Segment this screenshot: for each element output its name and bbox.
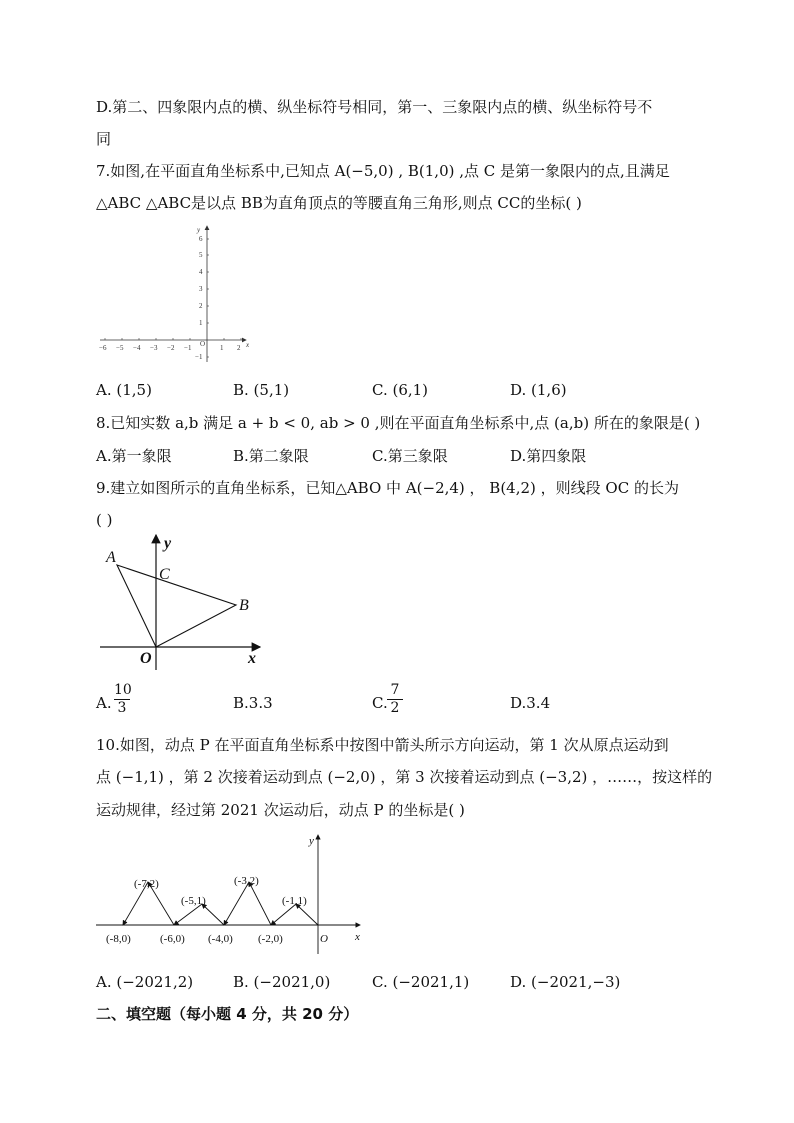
- q7-x-tick: −3: [150, 344, 158, 352]
- q9-option-a-prefix: A.: [96, 694, 112, 712]
- q10-option-a[interactable]: A. (−2021,2): [96, 973, 194, 991]
- q9-option-d[interactable]: D.3.4: [510, 694, 551, 712]
- q10-label-o: O: [320, 933, 328, 945]
- q8-option-b[interactable]: B.第二象限: [233, 447, 309, 465]
- q10-option-c[interactable]: C. (−2021,1): [372, 973, 470, 991]
- q7-x-tick: −2: [167, 344, 175, 352]
- q10-option-b[interactable]: B. (−2021,0): [233, 973, 331, 991]
- q7-x-tick: 1: [220, 344, 224, 352]
- q9-stem-line2: ( ): [96, 511, 113, 529]
- q7-y-tick: 2: [199, 302, 203, 310]
- q10-stem-line1: 10.如图，动点 P 在平面直角坐标系中按图中箭头所示方向运动，第 1 次从原点运动到: [96, 736, 669, 754]
- q6-option-d-line1: D.第二、四象限内点的横、纵坐标符号相同，第一、三象限内点的横、纵坐标符号不: [96, 98, 653, 116]
- q9-label-c: C: [159, 566, 170, 583]
- q7-y-tick: 4: [199, 268, 203, 276]
- q9-label-x: x: [248, 650, 256, 667]
- q8-option-d[interactable]: D.第四象限: [510, 447, 587, 465]
- q7-option-a[interactable]: A. (1,5): [96, 381, 152, 399]
- q7-x-ticks: [99, 340, 250, 352]
- q7-y-tick: 3: [199, 285, 203, 293]
- q7-x-tick: −4: [133, 344, 141, 352]
- q7-x-label: x: [246, 341, 250, 349]
- q9-option-c-prefix: C.: [372, 694, 388, 712]
- q10-top-label: (-5,1): [181, 895, 206, 907]
- q8-option-a[interactable]: A.第一象限: [96, 447, 172, 465]
- q7-option-d[interactable]: D. (1,6): [510, 381, 567, 399]
- q9-label-y: y: [164, 535, 172, 552]
- q9-option-c-numerator: 7: [390, 682, 400, 698]
- q10-top-label: (-1,1): [282, 895, 307, 907]
- q9-label-o: O: [140, 650, 152, 667]
- q7-coordinate-graph: [96, 222, 256, 367]
- q7-x-tick: 2: [237, 344, 241, 352]
- q7-x-tick: −5: [116, 344, 124, 352]
- q7-y-tick: 5: [199, 251, 203, 259]
- q9-option-b[interactable]: B.3.3: [233, 694, 273, 712]
- q10-top-label: (-3,2): [234, 875, 259, 887]
- q9-option-c[interactable]: [372, 693, 388, 713]
- q7-option-c[interactable]: C. (6,1): [372, 381, 429, 399]
- q9-option-a[interactable]: [96, 693, 112, 713]
- q7-x-tick: −6: [99, 344, 107, 352]
- q10-stem-line2: 点 (−1,1) ，第 2 次接着运动到点 (−2,0) ，第 3 次接着运动到点 (−3,2) ，……，按这样的: [96, 768, 713, 786]
- q10-bottom-label: (-8,0): [106, 933, 131, 945]
- q10-bottom-label: (-6,0): [160, 933, 185, 945]
- q10-option-d[interactable]: D. (−2021,−3): [510, 973, 621, 991]
- section2-title: 二、填空题（每小题 4 分，共 20 分）: [96, 1005, 359, 1023]
- q9-option-a-denominator: 3: [117, 700, 127, 716]
- q9-option-c-fraction: [387, 683, 403, 716]
- q9-option-a-fraction: [114, 683, 130, 716]
- q7-x-tick: O: [200, 340, 206, 348]
- q9-label-b: B: [239, 597, 249, 614]
- q9-label-a: A: [106, 549, 116, 566]
- q7-y-tick: 1: [199, 319, 203, 327]
- q7-x-tick: −1: [184, 344, 192, 352]
- q7-stem-line1: 7.如图,在平面直角坐标系中,已知点 A(−5,0) , B(1,0) ,点 C 是第一象限内的点,且满足: [96, 162, 670, 180]
- q7-stem-line2: △ABC △ABC是以点 BB为直角顶点的等腰直角三角形,则点 CC的坐标( ): [96, 194, 582, 212]
- q10-top-label: (-7,2): [134, 878, 159, 890]
- q10-label-x: x: [355, 931, 360, 943]
- q10-bottom-label: (-4,0): [208, 933, 233, 945]
- q10-label-y: y: [309, 835, 314, 847]
- q9-option-a-numerator: 10: [114, 682, 132, 698]
- q8-stem: 8.已知实数 a,b 满足 a + b < 0, ab > 0 ,则在平面直角坐标系中,点 (a,b) 所在的象限是( ): [96, 414, 701, 432]
- q10-zigzag-figure: [96, 832, 376, 962]
- q7-option-b[interactable]: B. (5,1): [233, 381, 290, 399]
- q8-option-c[interactable]: C.第三象限: [372, 447, 448, 465]
- q7-y-tick: −1: [195, 353, 203, 361]
- q7-y-label: y: [197, 226, 201, 234]
- q6-option-d-line2: 同: [96, 130, 112, 148]
- q10-bottom-label: (-2,0): [258, 933, 283, 945]
- q10-stem-line3: 运动规律，经过第 2021 次运动后，动点 P 的坐标是( ): [96, 801, 465, 819]
- q7-y-tick: 6: [199, 235, 203, 243]
- q9-triangle-figure: [98, 532, 268, 672]
- q9-option-c-denominator: 2: [390, 700, 400, 716]
- q9-stem-line1: 9.建立如图所示的直角坐标系，已知△ABO 中 A(−2,4) ， B(4,2) ，则线段 OC 的长为: [96, 479, 679, 497]
